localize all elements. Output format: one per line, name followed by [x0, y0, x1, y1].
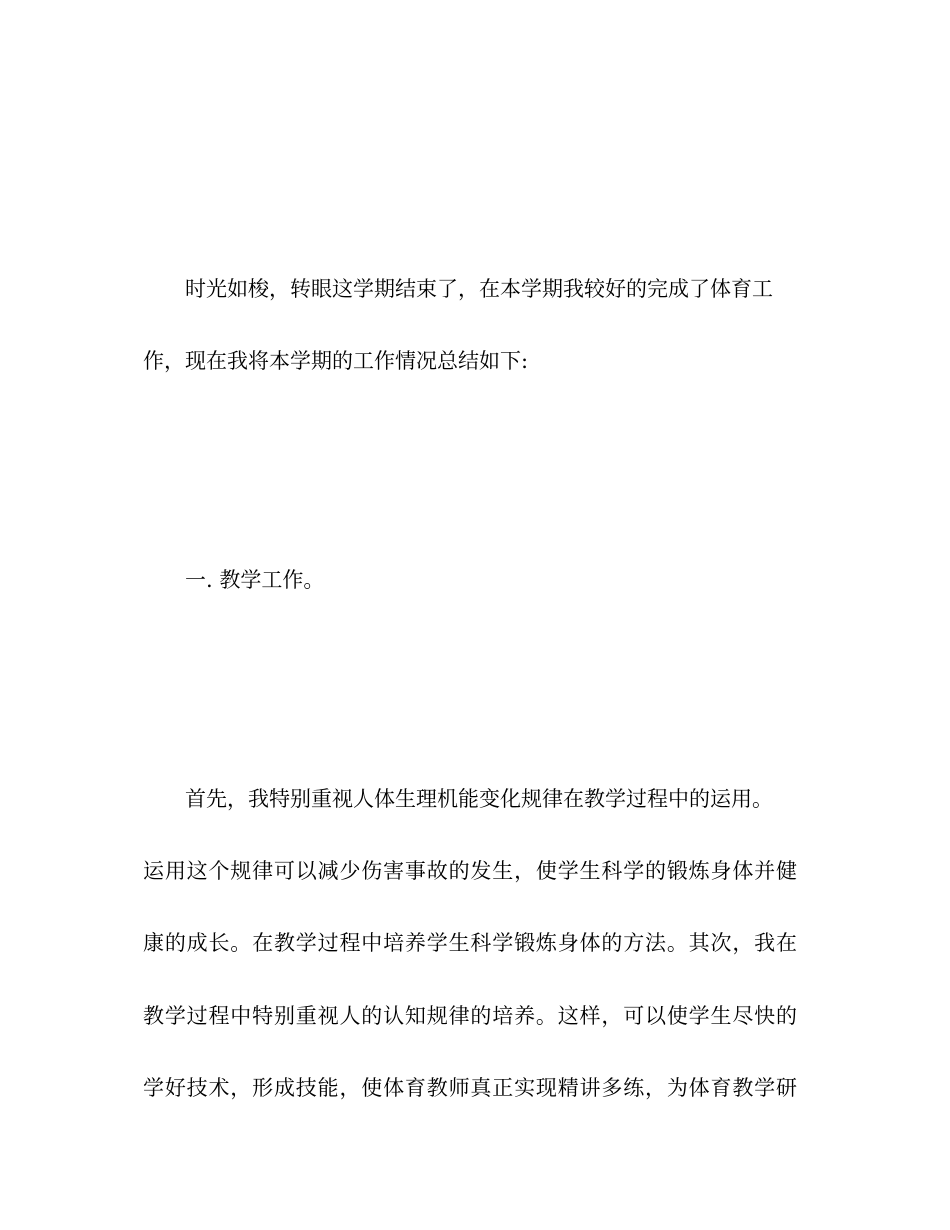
body-line-4: 教学过程中特别重视人的认知规律的培养。这样，可以使学生尽快的	[143, 1004, 797, 1028]
section-heading: 一. 教学工作。	[185, 568, 325, 592]
intro-line-1: 时光如梭，转眼这学期结束了，在本学期我较好的完成了体育工	[185, 277, 773, 301]
body-line-2: 运用这个规律可以减少伤害事故的发生，使学生科学的锻炼身体并健	[143, 859, 797, 883]
body-line-5: 学好技术，形成技能，使体育教师真正实现精讲多练，为体育教学研	[143, 1076, 797, 1100]
intro-line-2: 作，现在我将本学期的工作情况总结如下:	[143, 349, 529, 373]
body-line-1: 首先，我特别重视人体生理机能变化规律在教学过程中的运用。	[185, 787, 773, 811]
body-line-3: 康的成长。在教学过程中培养学生科学锻炼身体的方法。其次，我在	[143, 931, 797, 955]
